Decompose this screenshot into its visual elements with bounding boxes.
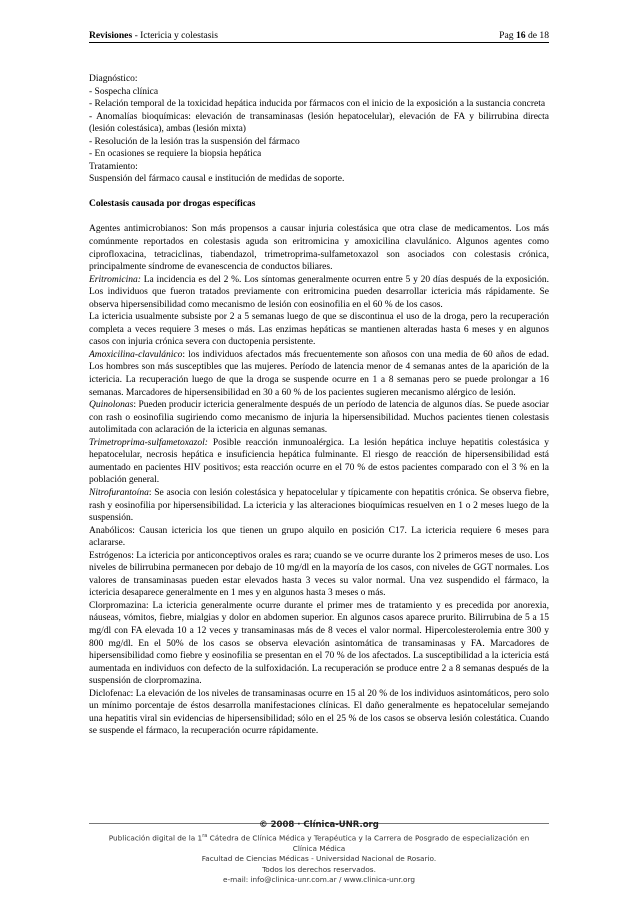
tms-paragraph: Trimetroprima-sulfametoxazol: Posible reacción inmunoalérgica. La lesión hepática incluye hepatitis colestásica y hepatocelular, necrosis hepática e insuficiencia hepática fulminante. El riesgo de reacción de hipersensibilidad está aumentado en pacientes HIV positivos; esta reacción ocurre en el 70 % de estos pacientes comparado con el 3 % en la población general. [89,437,549,486]
anabolics-paragraph: Anabólicos: Causan ictericia los que tienen un grupo alquilo en posición C17. La ictericia requiere 6 meses para aclararse. [89,525,549,549]
header-topic: - Ictericia y colestasis [132,30,218,41]
estrogens-paragraph: Estrógenos: La ictericia por anticonceptivos orales es rara; cuando se ve ocurre durante los 2 primeros meses de uso. Los niveles de bilirrubina permanecen por debajo de 10 mg/dl en la mayoría de los casos, con niveles de GGT normales. Los valores de transaminasas pueden estar elevados hasta 3 veces su valor normal. Una vez suspendido el fármaco, la ictericia desaparece generalmente en 1 mes y en algunos hasta 3 meses o más. [89,550,549,599]
amoxicillin-paragraph: Amoxicilina-clavulánico: los individuos afectados más frecuentemente son añosos con una media de 60 años de edad. Los hombres son más susceptibles que las mujeres. Período de latencia menor de 4 semanas antes de la aparición de la ictericia. La recuperación luego de que la droga se suspende ocurre en 1 a 8 semanas pero se puede prolongar a 16 semanas. Marcadores de hipersensibilidad en 30 a 60 % de los pacientes sugieren mecanismo alérgico de lesión. [89,349,549,398]
diagnosis-item: - Anomalías bioquímicas: elevación de transaminasas (lesión hepatocelular), elevación de FA y bilirrubina directa (lesión colestásica), ambas (lesión mixta) [89,111,549,135]
page-footer [80,831,558,885]
diagnosis-item: - Sospecha clínica [89,86,159,97]
diagnosis-item: - En ocasiones se requiere la biopsia hepática [89,149,262,160]
chlorpromazine-paragraph: Clorpromazina: La ictericia generalmente ocurre durante el primer mes de tratamiento y es precedida por anorexia, náuseas, vómitos, fiebre, mialgias y dolor en abdomen superior. En algunos casos aparece prurito. Bilirrubina de 5 a 15 mg/dl con FA elevada 10 a 12 veces y transaminasas más de 8 veces el valor normal. Hipercolesterolemia entre 300 y 800 mg/dl. En el 50% de los casos se observa elevación asintomática de transaminasas y FA. Marcadores de hipersensibilidad como fiebre y eosinofilia se presentan en el 70 % de los afectados. La susceptibilidad a la ictericia está aumentada en individuos con defecto de la sulfoxidación. La recuperación se produce entre 2 a 8 semanas después de la suspensión de clorpromazina. [89,600,549,687]
section-heading: Colestasis causada por drogas específicas [89,199,256,210]
header-section: Revisiones [89,30,133,41]
page-header [89,30,549,43]
diclofenac-paragraph: Diclofenac: La elevación de los niveles de transaminasas ocurre en 15 al 20 % de los individuos asintomáticos, pero solo un mínimo porcentaje de éstos desarrolla manifestaciones clínicas. El daño generalmente es hepatocelular semejando una hepatitis viral sin evidencias de hipersensibilidad; sólo en el 25 % de los casos se observa lesión colestática. Cuando se suspende el fármaco, la recuperación ocurre rápidamente. [89,688,549,737]
footer-line: Facultad de Ciencias Médicas - Universidad Nacional de Rosario. [201,854,437,864]
footer-logo: © 2008 · Clínica-UNR.org [259,820,379,830]
treatment-text: Suspensión del fármaco causal e institución de medidas de soporte. [89,174,345,185]
footer-line: Todos los derechos reservados. [262,864,376,874]
footer-contact: e-mail: info@clinica-unr.com.ar / www.clinica-unr.org [223,875,415,885]
diagnosis-item: - Resolución de la lesión tras la suspensión del fármaco [89,136,300,147]
document-body [89,73,549,738]
header-title [89,30,218,41]
diagnosis-item: - Relación temporal de la toxicidad hepática inducida por fármacos con el inicio de la exposición a la sustancia concreta [89,99,546,110]
diagnosis-title: Diagnóstico: [89,74,138,84]
treatment-title: Tratamiento: [89,161,138,172]
quinolones-paragraph: Quinolonas: Pueden producir ictericia generalmente después de un período de latencia de algunos días. Se puede asociar con rash o eosinofilia sugiriendo como mecanismo de injuria la hipersensibilidad. Muchos pacientes tienen colestasis autolimitada con aclaración de la ictericia en algunas semanas. [89,400,549,436]
nitrofurantoin-paragraph: Nitrofurantoína: Se asocia con lesión colestásica y hepatocelular y típicamente con hepatitis crónica. Se observa fiebre, rash y eosinofilia por hipersensibilidad. La ictericia y las alteraciones bioquímicas resuelven en 1 o 2 meses luego de la suspensión. [89,487,549,524]
jaundice-paragraph: La ictericia usualmente subsiste por 2 a 5 semanas luego de que se discontinua el uso de la droga, pero la recuperación completa a veces requiere 3 meses o más. Las enzimas hepáticas se mantienen alteradas hasta 6 meses y en algunos casos con injuria crónica severa con ductopenia persistente. [89,312,549,348]
page-number: Pag 16 de 18 [499,30,549,41]
erythromycin-paragraph: Eritromicina: La incidencia es del 2 %. Los síntomas generalmente ocurren entre 5 y 20 días después de la exposición. Los individuos que fueron tratados previamente con eritromicina pueden desarrollar ictericia más rápidamente. Se observa hipersensibilidad como mecanismo de lesión con eosinofilia en el 60 % de los casos. [89,274,549,310]
footer-line: Clínica Médica [292,843,346,853]
antimicrobial-paragraph: Agentes antimicrobianos: Son más propensos a causar injuria colestásica que otra clase de medicamentos. Los más comúnmente reportados en colestasis aguda son eritromicina y amoxicilina clavulánico. Algunos agentes como ciprofloxacina, tetraciclinas, tiabendazol, trimetroprima-sulfametoxazol son asociados con colestasis crónica, principalmente síndrome de evanescencia de conductos biliares. [89,224,549,273]
footer-line: Publicación digital de la $1^{ra}$ Cátedra de Clínica Médica y Terapéutica y la Carrera de Posgrado de especialización en [108,833,530,843]
